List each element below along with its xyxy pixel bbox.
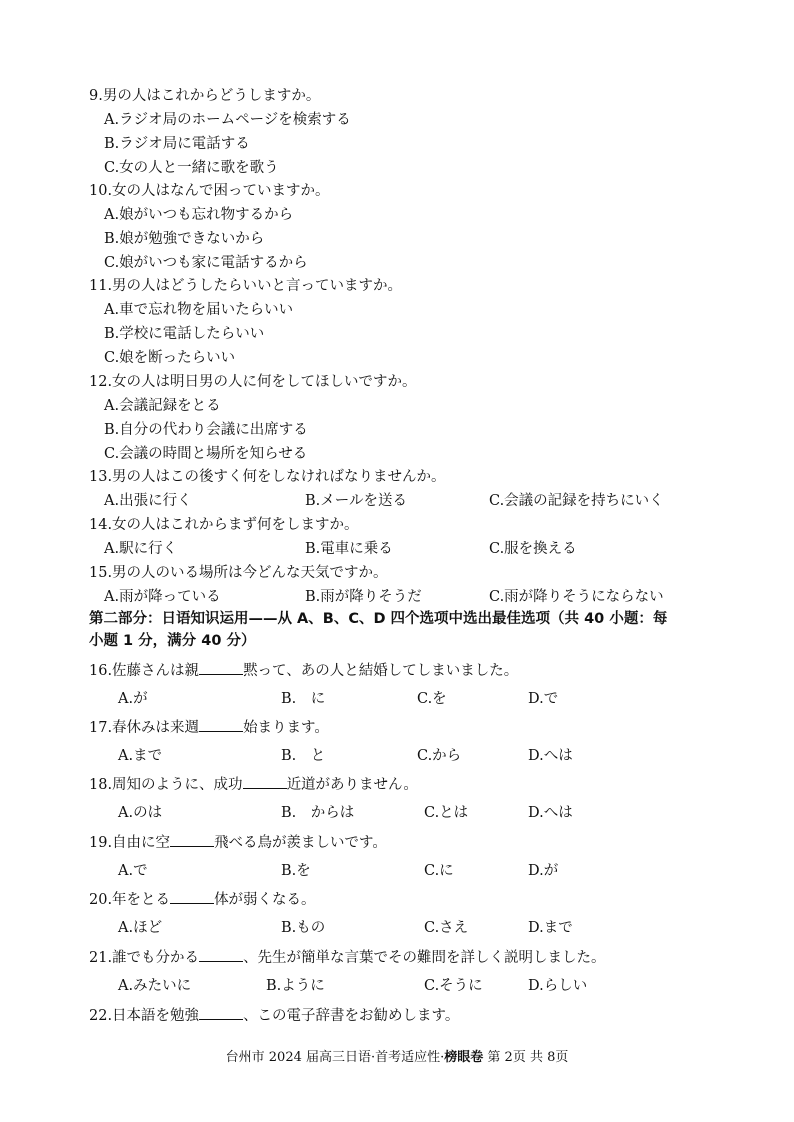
question-21-options	[118, 976, 678, 996]
answer-blank	[199, 717, 243, 732]
answer-blank	[199, 947, 243, 962]
question-18: 18.周知のように、成功 近道がありません。	[89, 774, 418, 795]
question-16-option-a: A.が	[118, 691, 148, 707]
question-14-option-a: A.駅に行く	[104, 541, 178, 557]
question-22: 22.日本語を勉強 、この電子辞書をお勧めします。	[89, 1005, 459, 1026]
question-19-options	[118, 861, 678, 881]
question-9-option-b: B.ラジオ局に電話する	[104, 136, 250, 152]
question-20-option-a: A.ほど	[118, 920, 163, 936]
question-10: 10.女の人はなんで困っていますか。	[89, 183, 330, 199]
question-17-options	[118, 746, 678, 766]
answer-blank	[199, 1005, 243, 1020]
question-13-option-b: B.メールを送る	[305, 493, 407, 509]
question-16-option-c: C.を	[417, 691, 447, 707]
question-20-option-c: C.さえ	[424, 920, 469, 936]
question-15-option-a: A.雨が降っている	[104, 589, 221, 605]
question-21-option-c: C.そうに	[424, 978, 483, 994]
question-10-option-b: B.娘が勉強できないから	[104, 231, 265, 247]
question-20-options	[118, 918, 678, 938]
question-19-option-d: D.が	[528, 863, 559, 879]
question-16-option-d: D.で	[528, 691, 559, 707]
question-17-option-c: C.から	[417, 748, 462, 764]
question-18-option-d: D.へは	[528, 805, 573, 821]
question-15-option-c: C.雨が降りそうにならない	[489, 589, 664, 605]
question-12-option-b: B.自分の代わり会議に出席する	[104, 422, 308, 438]
question-16-option-b: B. に	[281, 691, 326, 707]
question-16: 16.佐藤さんは親 黙って、あの人と結婚してしまいました。	[89, 660, 518, 681]
question-18-option-b: B. からは	[281, 805, 355, 821]
question-18-options	[118, 803, 678, 823]
question-10-option-c: C.娘がいつも家に電話するから	[104, 255, 308, 271]
question-18-option-c: C.とは	[424, 805, 469, 821]
question-20: 20.年をとる 体が弱くなる。	[89, 889, 316, 910]
answer-blank	[170, 832, 214, 847]
answer-blank	[243, 774, 287, 789]
question-19-option-a: A.で	[118, 863, 148, 879]
question-12-option-c: C.会議の時間と場所を知らせる	[104, 446, 308, 462]
question-11-option-b: B.学校に電話したらいい	[104, 326, 265, 342]
question-17-option-b: B. と	[281, 748, 326, 764]
question-12: 12.女の人は明日男の人に何をしてほしいですか。	[89, 374, 417, 390]
question-21-option-b: B.ように	[266, 978, 325, 994]
question-15-option-b: B.雨が降りそうだ	[305, 589, 422, 605]
question-20-option-d: D.まで	[528, 920, 573, 936]
question-9-option-a: A.ラジオ局のホームページを検索する	[104, 112, 351, 128]
question-9-option-c: C.女の人と一緒に歌を歌う	[104, 160, 279, 176]
answer-blank	[170, 889, 214, 904]
question-21: 21.誰でも分かる 、先生が簡単な言葉でその難問を詳しく説明しました。	[89, 947, 606, 968]
question-17: 17.春休みは来週 始まります。	[89, 717, 329, 738]
question-15: 15.男の人のいる場所は今どんな天気ですか。	[89, 565, 388, 581]
question-11-option-c: C.娘を断ったらいい	[104, 350, 236, 366]
question-13-option-a: A.出張に行く	[104, 493, 192, 509]
question-19-option-b: B.を	[281, 863, 311, 879]
question-15-options	[104, 587, 724, 607]
question-17-option-d: D.へは	[528, 748, 573, 764]
section-2-heading	[89, 608, 719, 652]
question-11: 11.男の人はどうしたらいいと言っていますか。	[89, 278, 403, 294]
section-2-heading-line-2: 小题 1 分，满分 40 分）	[89, 633, 256, 649]
question-21-option-a: A.みたいに	[118, 978, 192, 994]
answer-blank	[199, 660, 243, 675]
question-14-option-b: B.電車に乗る	[305, 541, 393, 557]
question-19: 19.自由に空 飛べる鳥が羨ましいです。	[89, 832, 387, 853]
question-14-options	[104, 539, 724, 559]
question-13-options	[104, 491, 724, 511]
question-14: 14.女の人はこれからまず何をしますか。	[89, 517, 359, 533]
question-18-option-a: A.のは	[118, 805, 163, 821]
question-21-option-d: D.らしい	[528, 978, 588, 994]
question-12-option-a: A.会議記録をとる	[104, 398, 221, 414]
question-16-options	[118, 689, 678, 709]
question-17-option-a: A.まで	[118, 748, 163, 764]
question-10-option-a: A.娘がいつも忘れ物するから	[104, 207, 294, 223]
section-2-heading-line-1: 第二部分：日语知识运用——从 A、B、C、D 四个选项中选出最佳选项（共 40 小题：每	[89, 611, 668, 627]
question-19-option-c: C.に	[424, 863, 454, 879]
page-footer: 台州市 2024 届高三日语·首考适应性·榜眼卷 第 2页 共 8页	[225, 1050, 569, 1065]
question-14-option-c: C.服を換える	[489, 541, 577, 557]
question-20-option-b: B.もの	[281, 920, 326, 936]
footer-bold-label: 榜眼卷	[444, 1050, 484, 1065]
question-13: 13.男の人はこの後すく何をしなければなりませんか。	[89, 469, 446, 485]
question-9: 9.男の人はこれからどうしますか。	[89, 88, 321, 104]
question-13-option-c: C.会議の記録を持ちにいく	[489, 493, 664, 509]
question-11-option-a: A.車で忘れ物を届いたらいい	[104, 302, 294, 318]
